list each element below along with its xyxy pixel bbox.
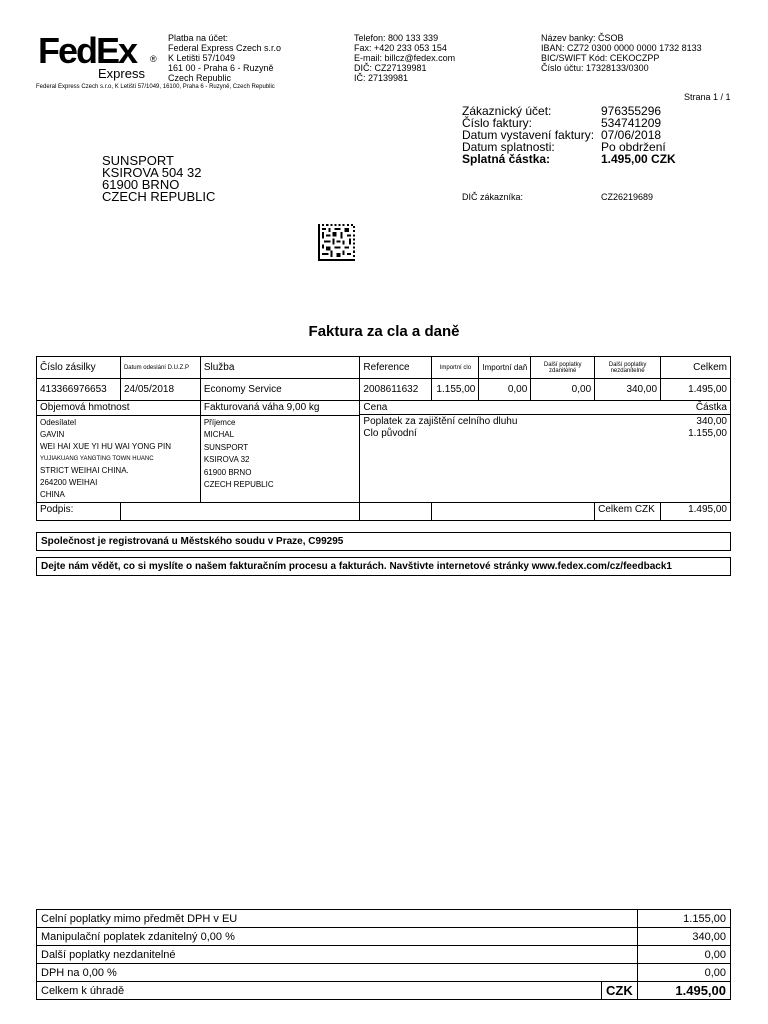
- payment-line: K Letišti 57/1049: [168, 53, 236, 63]
- invoice-info-row: [462, 153, 676, 165]
- bank-line: Název banky: ČSOB: [541, 33, 624, 43]
- header-import-tax: Importní daň: [479, 357, 531, 379]
- cell-other-nontaxable: 340,00: [595, 379, 661, 401]
- info-value: 534741209: [601, 116, 662, 130]
- payment-line: Federal Express Czech s.r.o: [168, 43, 282, 53]
- recipient-label: Příjemce: [203, 417, 236, 427]
- summary-total-row: [37, 982, 731, 1000]
- info-key: Splatná částka:: [462, 152, 551, 166]
- cell-service: Economy Service: [200, 379, 360, 401]
- header-total: Celkem: [661, 357, 731, 379]
- fee-value: 1.155,00: [688, 428, 727, 439]
- signature-row: [37, 502, 731, 520]
- info-key: Zákaznický účet:: [462, 104, 552, 118]
- fedex-logo: [38, 30, 163, 85]
- registration-notice: Společnost je registrovaná u Městského soudu v Praze, C99295: [36, 532, 731, 551]
- page-number: Strana 1 / 1: [684, 92, 731, 102]
- header-service: Služba: [200, 357, 360, 379]
- summary-table: [36, 909, 731, 1000]
- info-key: Datum splatnosti:: [462, 140, 555, 154]
- sender-label: Odesílatel: [40, 417, 77, 427]
- sender-line: YUJIAKUANG YANGTING TOWN HUANC: [40, 455, 154, 462]
- payment-info: [168, 33, 281, 83]
- payment-line: Platba na účet:: [168, 33, 229, 43]
- header-date: Datum odeslání D.U.Z.P: [120, 357, 200, 379]
- feedback-notice: Dejte nám vědět, co si myslíte o našem fakturačním procesu a fakturách. Navštivte internetové stránky www.fedex.com/cz/feedback1: [36, 557, 731, 576]
- logo-text: FedEx: [38, 30, 137, 71]
- cell-reference: 2008611632: [360, 379, 432, 401]
- registered-mark: ®: [150, 54, 157, 64]
- info-value: Po obdržení: [601, 140, 666, 154]
- recipient-block: [200, 415, 360, 502]
- summary-row: [37, 928, 731, 946]
- summary-value: 340,00: [638, 928, 731, 946]
- recipient-line: SUNSPORT: [203, 442, 249, 452]
- blank-cell: [432, 502, 595, 520]
- sender-line: 264200 WEIHAI: [40, 477, 98, 487]
- volume-weight: [37, 401, 201, 416]
- summary-label: DPH na 0,00 %: [37, 964, 638, 982]
- address-line: KSIROVA 504 32: [102, 165, 202, 180]
- price-label: Cena: [363, 402, 388, 413]
- fee-label: Clo původní: [363, 428, 417, 439]
- fees-block: [360, 415, 731, 502]
- summary-total-currency: CZK: [602, 982, 638, 1000]
- summary-total-value: 1.495,00: [638, 982, 731, 1000]
- contact-line: Fax: +420 233 053 154: [354, 43, 447, 53]
- sender-line: CHINA: [40, 489, 65, 499]
- info-value: 07/06/2018: [601, 128, 662, 142]
- address-row: [37, 415, 731, 502]
- info-value: 976355296: [601, 104, 662, 118]
- bank-info: [541, 33, 702, 73]
- bank-line: BIC/SWIFT Kód: CEKOCZPP: [541, 53, 660, 63]
- summary-total-label: Celkem k úhradě: [37, 982, 602, 1000]
- total-czk-value: 1.495,00: [661, 502, 731, 520]
- address-line: CZECH REPUBLIC: [102, 189, 216, 204]
- summary-value: 1.155,00: [638, 910, 731, 928]
- payment-line: Czech Republic: [168, 73, 232, 83]
- cell-total: 1.495,00: [661, 379, 731, 401]
- dic-label: DIČ zákazníka:: [462, 192, 524, 202]
- summary-row: [37, 964, 731, 982]
- billed-weight: [200, 401, 360, 416]
- invoice-title: Faktura za cla a daně: [308, 323, 460, 340]
- logo-subtext: Express: [98, 66, 145, 81]
- signature-label: Podpis:: [37, 502, 121, 520]
- sender-block: [37, 415, 201, 502]
- payment-line: 161 00 - Praha 6 - Ruzyně: [168, 63, 274, 73]
- shipment-table: [36, 356, 731, 521]
- header-other-taxable: Další poplatky zdanitelné: [531, 357, 595, 379]
- bank-line: IBAN: CZ72 0300 0000 0000 1732 8133: [541, 43, 702, 53]
- bank-line: Číslo účtu: 17328133/0300: [541, 63, 649, 73]
- sender-line: WEI HAI XUE YI HU WAI YONG PIN: [40, 441, 171, 451]
- summary-label: Celní poplatky mimo předmět DPH v EU: [37, 910, 638, 928]
- address-line: SUNSPORT: [102, 153, 174, 168]
- billed-weight-label: Fakturovaná váha 9,00 kg: [203, 402, 320, 413]
- blank-cell: [360, 502, 432, 520]
- summary-value: 0,00: [638, 946, 731, 964]
- recipient-line: MICHAL: [203, 430, 235, 439]
- header-shipment: Číslo zásilky: [37, 357, 121, 379]
- summary-value: 0,00: [638, 964, 731, 982]
- invoice-info: [462, 105, 676, 165]
- summary-label: Další poplatky nezdanitelné: [37, 946, 638, 964]
- info-value: 1.495,00 CZK: [601, 152, 676, 166]
- table-row: [37, 379, 731, 401]
- header-import-duty: Importní clo: [432, 357, 479, 379]
- amount-label: Částka: [695, 402, 727, 413]
- info-key: Datum vystavení faktury:: [462, 128, 595, 142]
- sender-line: STRICT WEIHAI CHINA.: [40, 465, 129, 475]
- info-key: Číslo faktury:: [462, 116, 533, 130]
- fee-value: 340,00: [696, 416, 727, 427]
- cell-import-duty: 1.155,00: [432, 379, 479, 401]
- header-reference: Reference: [360, 357, 432, 379]
- cell-shipment: 413366976653: [37, 379, 121, 401]
- address-line: 61900 BRNO: [102, 177, 180, 192]
- recipient-line: 61900 BRNO: [203, 467, 252, 477]
- table-header-row: [37, 357, 731, 379]
- datamatrix-code: [318, 224, 355, 261]
- contact-line: DIČ: CZ27139981: [354, 63, 427, 73]
- customer-address: [102, 155, 215, 203]
- fee-label: Poplatek za zajištění celního dluhu: [363, 416, 518, 427]
- recipient-line: CZECH REPUBLIC: [203, 480, 274, 489]
- cell-import-tax: 0,00: [479, 379, 531, 401]
- total-czk-label: Celkem CZK: [595, 502, 661, 520]
- price-section: [360, 401, 731, 416]
- signature-field: [120, 502, 359, 520]
- contact-line: Telefon: 800 133 339: [354, 33, 439, 43]
- summary-row: [37, 946, 731, 964]
- summary-row: [37, 910, 731, 928]
- company-address-line: Federal Express Czech s.r.o, K Letišti 57/1049, 16100, Praha 6 - Ruzyně, Czech Republic: [36, 84, 275, 90]
- detail-row: [37, 401, 731, 416]
- sender-line: GAVIN: [40, 429, 65, 439]
- recipient-line: KSIROVA 32: [203, 455, 250, 464]
- header-other-nontaxable: Další poplatky nezdanitelné: [595, 357, 661, 379]
- contact-info: [354, 33, 455, 83]
- dic-value: CZ26219689: [601, 192, 654, 202]
- summary-label: Manipulační poplatek zdanitelný 0,00 %: [37, 928, 638, 946]
- contact-line: E-mail: billcz@fedex.com: [354, 53, 456, 63]
- cell-other-taxable: 0,00: [531, 379, 595, 401]
- cell-date: 24/05/2018: [120, 379, 200, 401]
- volume-weight-label: Objemová hmotnost: [40, 402, 130, 413]
- contact-line: IČ: 27139981: [354, 73, 409, 83]
